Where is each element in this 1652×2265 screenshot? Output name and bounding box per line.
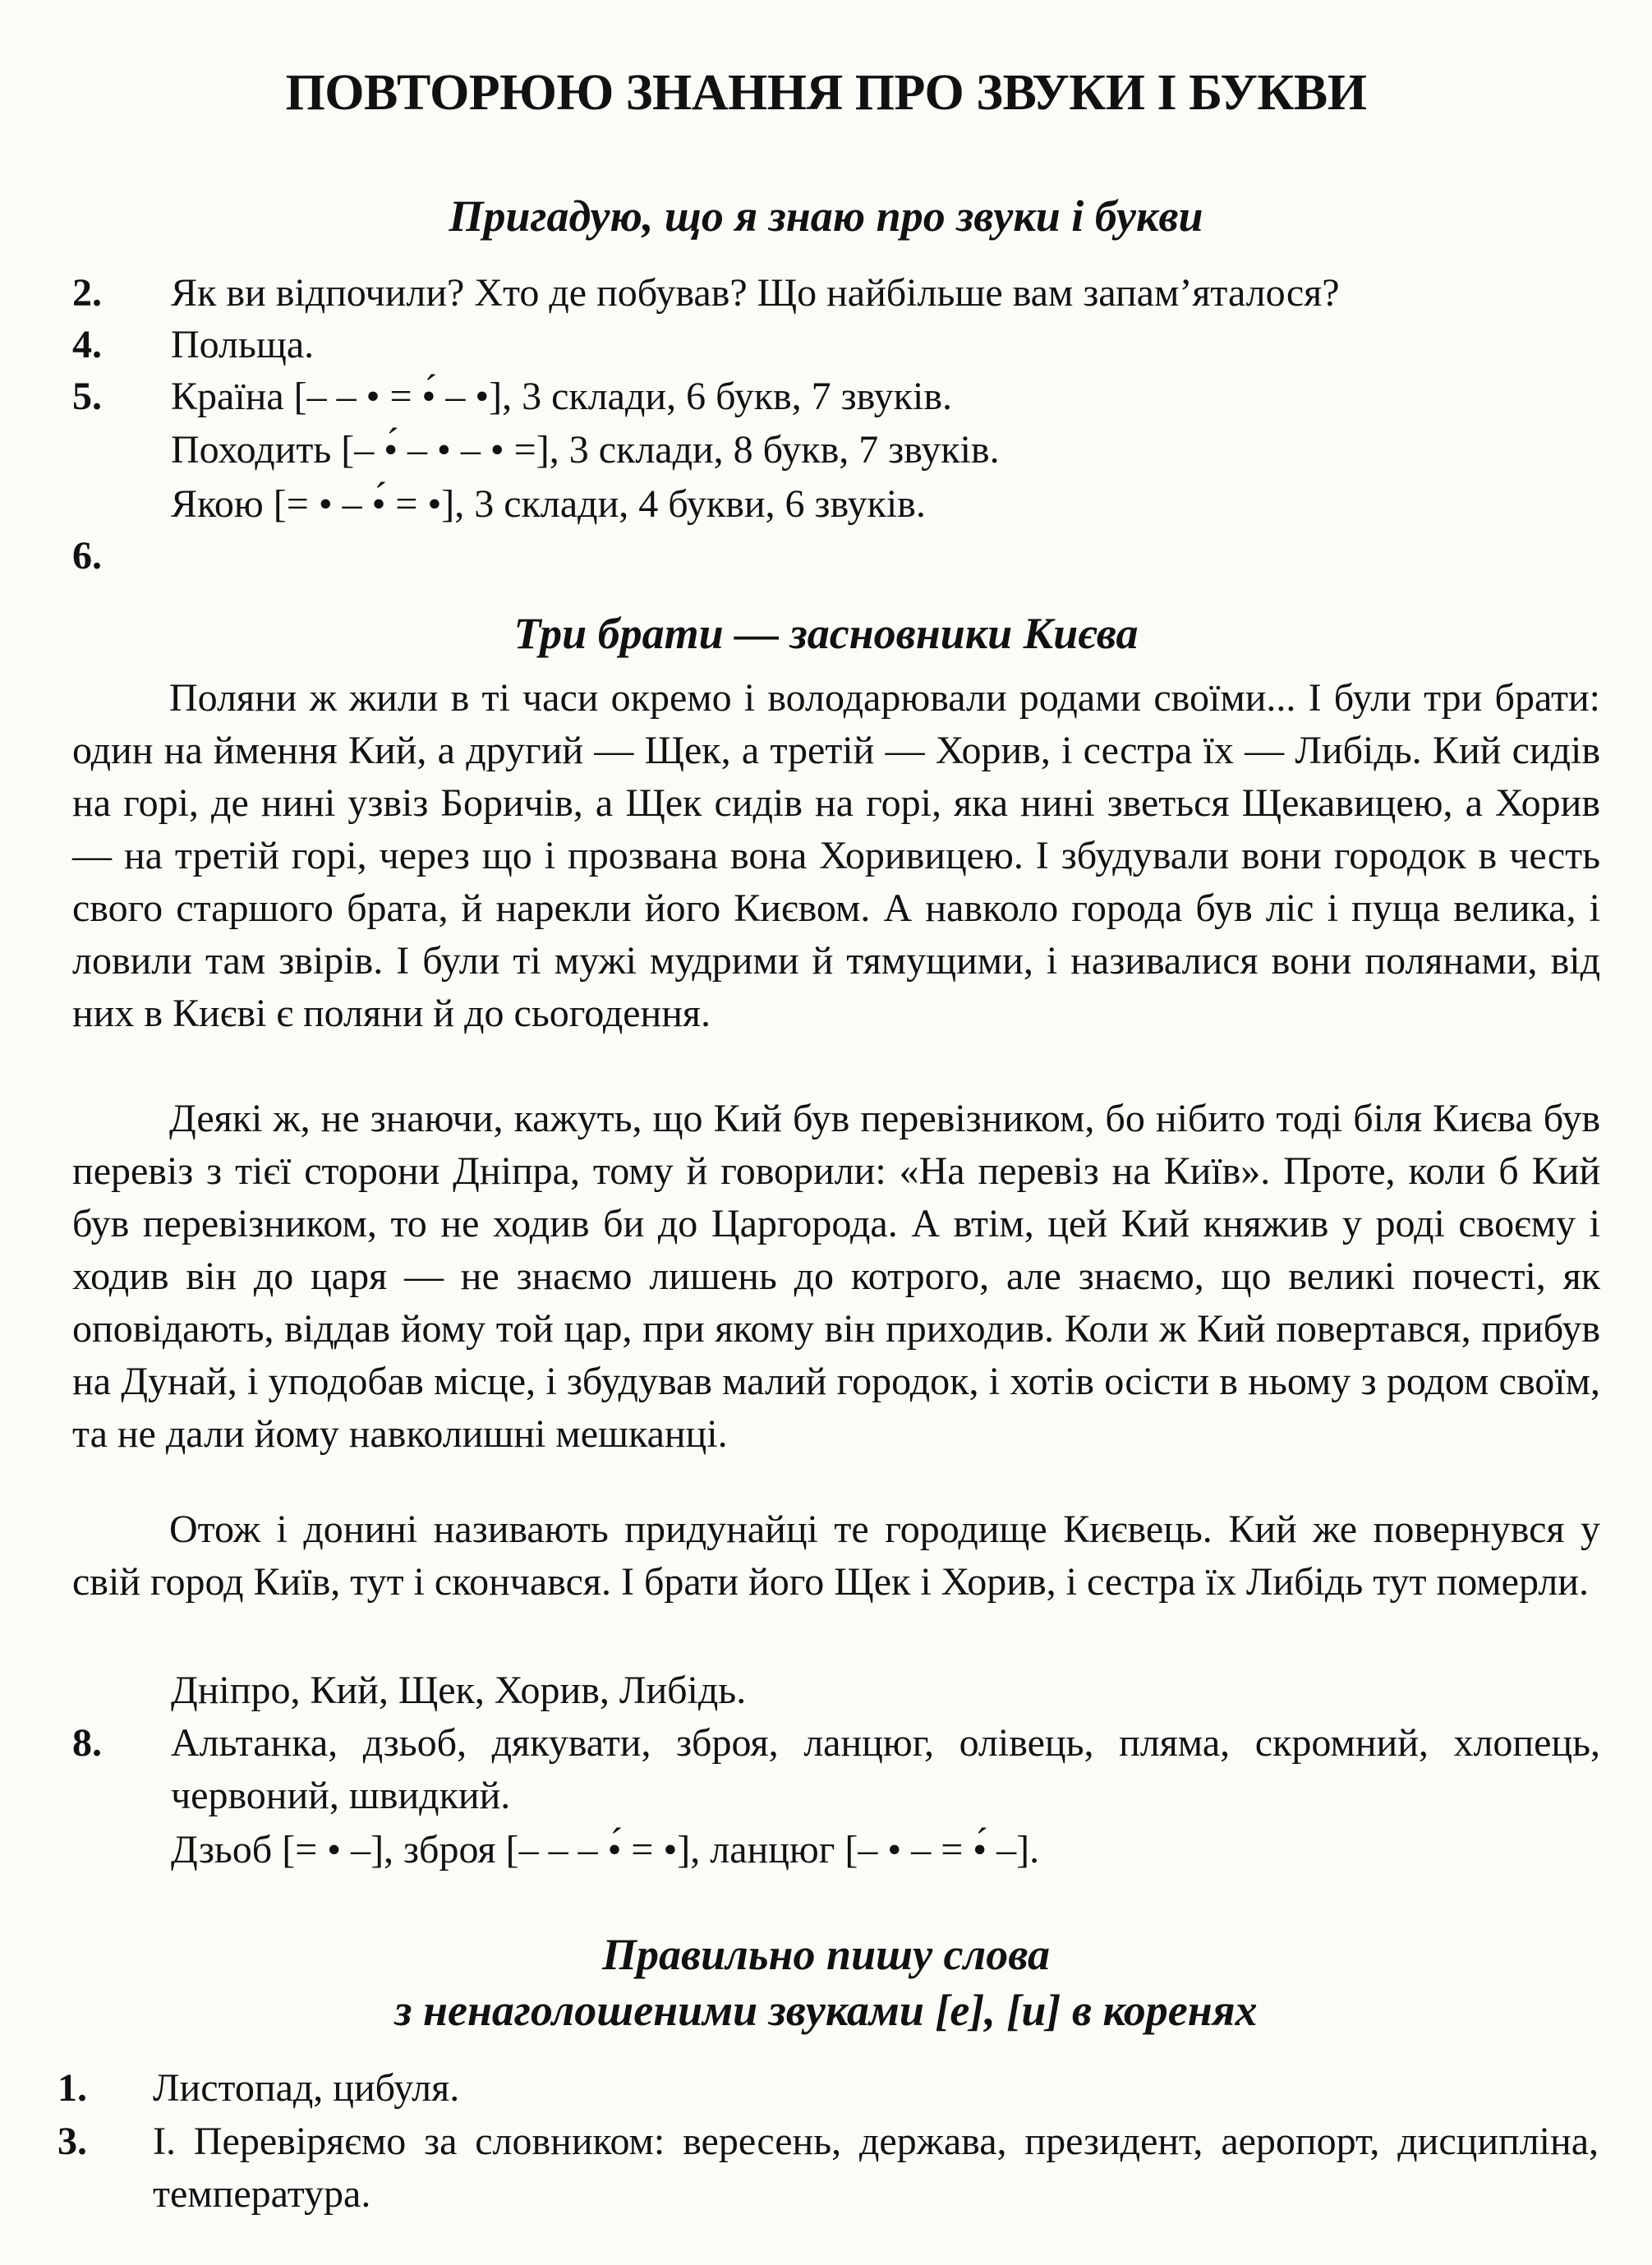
item-text: Польща.	[171, 323, 315, 366]
item-text: Дзьоб [= • –], зброя [– – – •́ = •], ланцюг [– • – = •́ –].	[171, 1828, 1040, 1871]
item-number: 8.	[72, 1721, 102, 1765]
section2-heading: Правильно пишу слова	[602, 1930, 1050, 1979]
item-text: І. Перевіряємо за словником: вересень, держава, президент, аеропорт, дисципліна, температура.	[153, 2120, 1599, 2216]
story-paragraph: Поляни ж жили в ті часи окремо і володарювали родами своїми... І були три брати: один на ймення Кий, а другий — Щек, а третій — Хорив, і сестра їх — Либідь. Кий сидів на горі, де нині узвіз Боричів, а Щек сидів на горі, яка нині зветься Щекавицею, а Хорив — на третій горі, через що і прозвана вона Хоривицею. І збудували вони городок в честь свого старшого брата, й нарекли його Києвом. А навколо города був ліс і пуща велика, і ловили там звірів. І були ті мужі мудрими й тямущими, і називалися вони полянами, від них в Києві є поляни й до сьогодення.	[72, 676, 1600, 1035]
section1-heading: Пригадую, що я знаю про звуки і букви	[449, 191, 1203, 241]
item-number: 1.	[58, 2066, 87, 2110]
item-number: 6.	[72, 534, 102, 578]
story-names: Дніпро, Кий, Щек, Хорив, Либідь.	[171, 1669, 747, 1712]
story-heading: Три брати — засновники Києва	[513, 609, 1139, 658]
item-text: Як ви відпочили? Хто де побував? Що найбільше вам запам’яталося?	[171, 271, 1340, 315]
section2-heading-line2: з ненаголошеними звуками [е], [и] в коренях	[394, 1986, 1258, 2035]
item-number: 2.	[72, 271, 102, 315]
item-text: Листопад, цибуля.	[153, 2066, 460, 2110]
item-text: Якою [= • – •́ = •], 3 склади, 4 букви, 6 звуків.	[171, 482, 926, 526]
item-text: Країна [– – • = •́ – •], 3 склади, 6 букв, 7 звуків.	[171, 375, 952, 418]
item-number: 3.	[58, 2120, 87, 2163]
page-title: ПОВТОРЮЮ ЗНАННЯ ПРО ЗВУКИ І БУКВИ	[285, 65, 1367, 121]
item-text: Альтанка, дзьоб, дякувати, зброя, ланцюг, олівець, пляма, скромний, хлопець, червоний, швидкий.	[171, 1721, 1600, 1817]
item-text: Походить [– •́ – • – • =], 3 склади, 8 букв, 7 звуків.	[171, 428, 1000, 472]
item-number: 5.	[72, 375, 102, 418]
story-paragraph: Отож і донині називають придунайці те городище Києвець. Кий же повернувся у свій город Київ, тут і скончався. І брати його Щек і Хорив, і сестра їх Либідь тут померли.	[72, 1508, 1600, 1604]
item-number: 4.	[72, 323, 102, 366]
story-paragraph: Деякі ж, не знаючи, кажуть, що Кий був перевізником, бо нібито тоді біля Києва був перевіз з тієї сторони Дніпра, тому й говорили: «На перевіз на Київ». Проте, коли б Кий був перевізником, то не ходив би до Царгорода. А втім, цей Кий княжив у роді своєму і ходив він до царя — не знаємо лишень до котрого, але знаємо, що великі почесті, як оповідають, віддав йому той цар, при якому він приходив. Коли ж Кий повертався, прибув на Дунай, і уподобав місце, і збудував малий городок, і хотів осісти в ньому з родом своїм, та не дали йому навколишні мешканці.	[72, 1097, 1600, 1456]
